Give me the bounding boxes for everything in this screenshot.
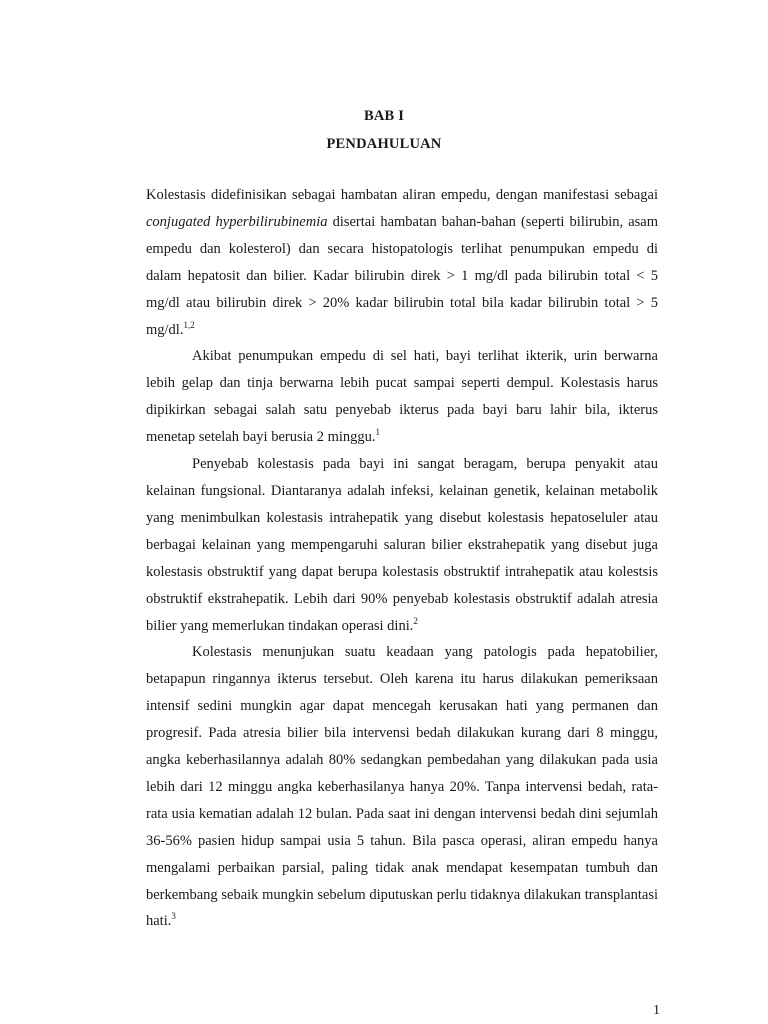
paragraph-text: Akibat penumpukan empedu di sel hati, bayi terlihat ikterik, urin berwarna lebih gelap dan tinja berwarna lebih pucat sampai seperti dempul. Kolestasis harus dipikirkan sebagai salah satu penyebab ikterus pada bayi baru lahir bila, ikterus menetap setelah bayi berusia 2 minggu. [146, 348, 658, 446]
paragraph-text: disertai hambatan bahan-bahan (seperti bilirubin, asam empedu dan kolesterol) dan secara histopatologis terlihat penumpukan empedu di dalam hepatosit dan bilier. Kadar bilirubin direk > 1 mg/dl pada bilirubin total < 5 mg/dl atau bilirubin direk > 20% kadar bilirubin total bila kadar bilirubin total > 5 mg/dl. [146, 213, 658, 338]
emphasized-term: conjugated hyperbilirubinemia [146, 213, 328, 230]
chapter-label: BAB I [363, 108, 405, 124]
paragraph-definition [146, 182, 658, 343]
citation-marker: 1,2 [183, 319, 195, 330]
citation-marker: 1 [375, 427, 381, 438]
paragraph-text: Penyebab kolestasis pada bayi ini sangat beragam, berupa penyakit atau kelainan fungsional. Diantaranya adalah infeksi, kelainan genetik, kelainan metabolik yang menimbulkan kolestasis intrahepatik yang disebut kolestasis hepatoseluler atau berbagai kelainan yang mempengaruhi saluran bilier ekstrahepatik yang disebut juga kolestasis obstruktif yang dapat berupa kolestasis obstruktif intrahepatik atau kolestsis obstruktif ekstrahepatik. Lebih dari 90% penyebab kolestasis obstruktif adalah atresia bilier yang memerlukan tindakan operasi dini. [146, 456, 658, 634]
paragraph-text: Kolestasis didefinisikan sebagai hambatan aliran empedu, dengan manifestasi sebagai [146, 187, 658, 203]
body-text [146, 182, 658, 935]
paragraph-symptoms [146, 343, 658, 451]
paragraph-prognosis [146, 639, 658, 935]
citation-marker: 2 [413, 615, 418, 626]
citation-marker: 3 [171, 911, 176, 922]
paragraph-causes [146, 451, 658, 639]
page-number: 1 [653, 1003, 660, 1018]
chapter-title: PENDAHULUAN [326, 136, 442, 152]
paragraph-text: Kolestasis menunjukan suatu keadaan yang patologis pada hepatobilier, betapapun ringannya ikterus tersebut. Oleh karena itu harus dilakukan pemeriksaan intensif sedini mungkin agar dapat mencegah kerusakan hati yang permanen dan progresif. Pada atresia bilier bila intervensi bedah dilakukan kurang dari 8 minggu, angka keberhasilannya adalah 80% sedangkan pembedahan yang dilakukan pada usia lebih dari 12 minggu angka keberhasilanya hanya 20%. Tanpa intervensi bedah, rata-rata usia kematian adalah 12 bulan. Pada saat ini dengan intervensi bedah dini sejumlah 36-56% pasien hidup sampai usia 5 tahun. Bila pasca operasi, aliran empedu hanya mengalami perbaikan parsial, paling tidak anak mendapat kesempatan tumbuh dan berkembang sebaik mungkin sebelum diputuskan perlu tidaknya dilakukan transplantasi hati. [146, 644, 658, 930]
